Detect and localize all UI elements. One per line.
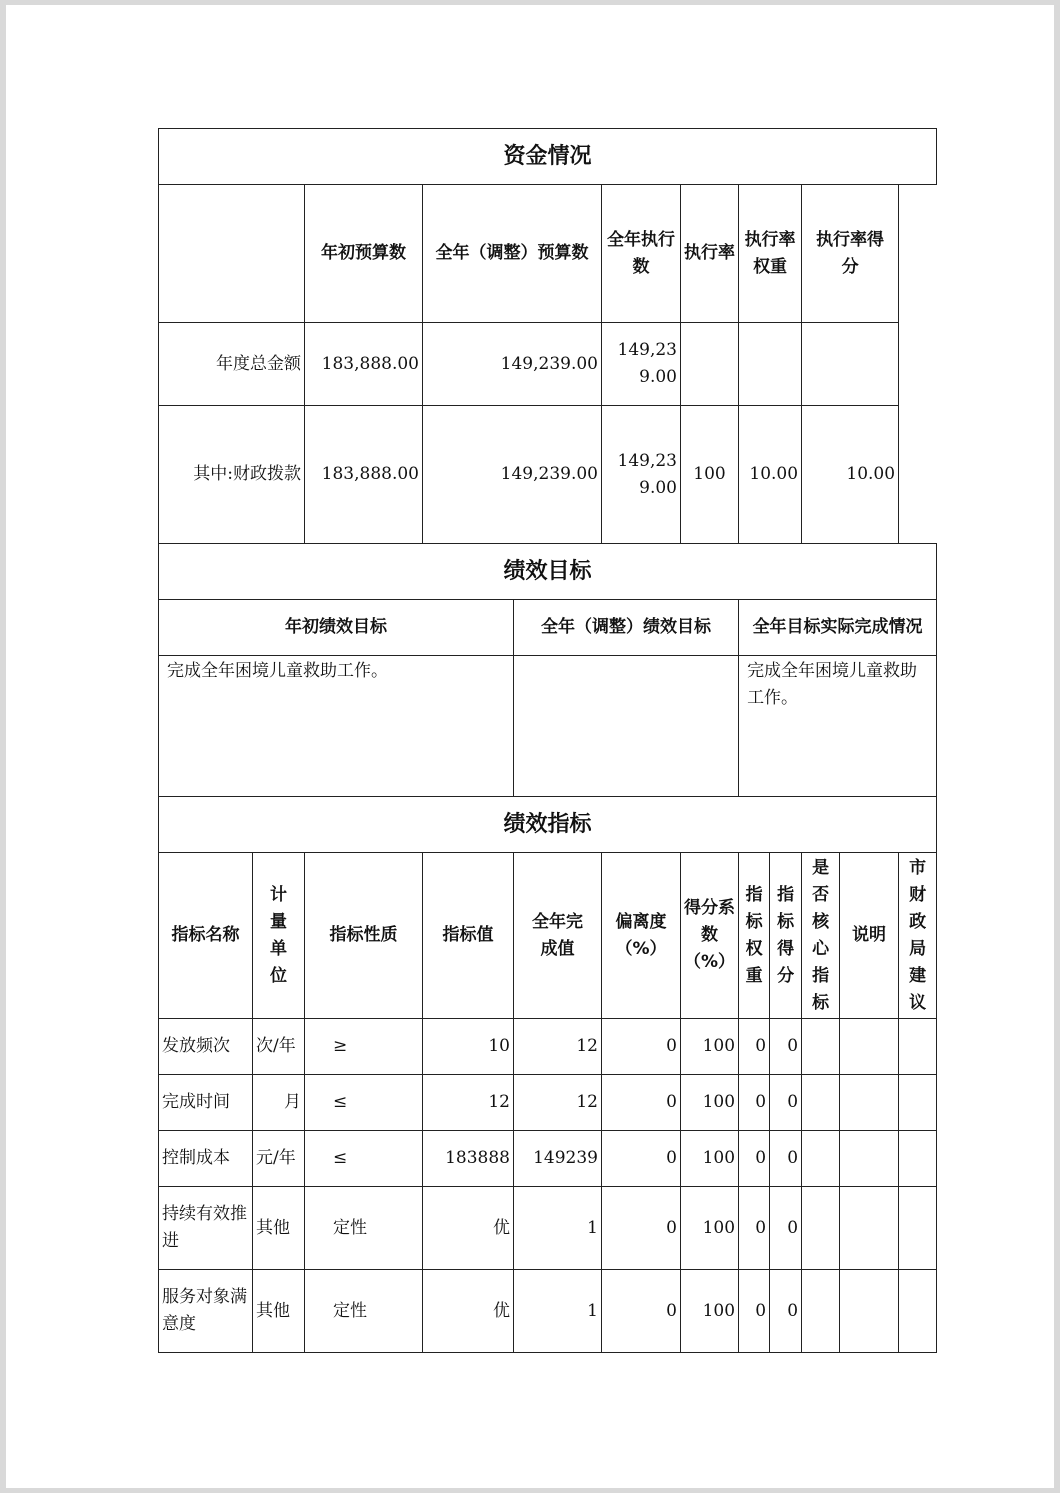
goals-header-initial: 年初绩效目标 (159, 600, 514, 656)
ind-header-score: 指标得分 (770, 853, 802, 1019)
ind-header-unit: 计量单位 (253, 853, 305, 1019)
ind-header-core: 是否核心指标 (802, 853, 840, 1019)
funds-row-label: 年度总金额 (159, 323, 305, 406)
indicators-section-title: 绩效指标 (159, 797, 937, 853)
goals-initial-text: 完成全年困境儿童救助工作。 (159, 656, 514, 797)
ind-coef: 100 (681, 1270, 739, 1353)
indicator-row (159, 1131, 937, 1187)
ind-name: 服务对象满意度 (159, 1270, 253, 1353)
ind-score: 0 (770, 1019, 802, 1075)
ind-note (840, 1131, 899, 1187)
ind-header-target: 指标值 (423, 853, 514, 1019)
ind-core (802, 1187, 840, 1270)
ind-coef: 100 (681, 1019, 739, 1075)
ind-coef: 100 (681, 1075, 739, 1131)
ind-advice (899, 1075, 937, 1131)
ind-weight: 0 (739, 1270, 770, 1353)
performance-table (158, 128, 937, 1353)
ind-deviation: 0 (602, 1075, 681, 1131)
ind-coef: 100 (681, 1187, 739, 1270)
funds-score-value (802, 323, 899, 406)
ind-nature: ≥ (305, 1019, 423, 1075)
ind-note (840, 1270, 899, 1353)
ind-coef: 100 (681, 1131, 739, 1187)
funds-weight-value (739, 323, 802, 406)
funds-row-fiscal (159, 406, 937, 544)
funds-executed-value: 149,239.00 (602, 323, 681, 406)
ind-deviation: 0 (602, 1019, 681, 1075)
ind-unit: 月 (253, 1075, 305, 1131)
goals-header-actual: 全年目标实际完成情况 (739, 600, 937, 656)
ind-advice (899, 1019, 937, 1075)
ind-score: 0 (770, 1075, 802, 1131)
goals-actual-text: 完成全年困境儿童救助工作。 (739, 656, 937, 797)
funds-rate-value: 100 (681, 406, 739, 544)
indicator-row (159, 1075, 937, 1131)
ind-unit: 其他 (253, 1187, 305, 1270)
funds-section-title: 资金情况 (159, 129, 937, 185)
ind-core (802, 1019, 840, 1075)
ind-core (802, 1075, 840, 1131)
ind-core (802, 1131, 840, 1187)
ind-header-note: 说明 (840, 853, 899, 1019)
ind-nature: 定性 (305, 1187, 423, 1270)
ind-unit: 元/年 (253, 1131, 305, 1187)
ind-weight: 0 (739, 1131, 770, 1187)
ind-weight: 0 (739, 1187, 770, 1270)
ind-actual: 1 (514, 1187, 602, 1270)
funds-weight-value: 10.00 (739, 406, 802, 544)
goals-header-adjusted: 全年（调整）绩效目标 (514, 600, 739, 656)
ind-actual: 12 (514, 1075, 602, 1131)
ind-unit: 次/年 (253, 1019, 305, 1075)
ind-deviation: 0 (602, 1270, 681, 1353)
indicator-row (159, 1270, 937, 1353)
ind-header-actual: 全年完成值 (514, 853, 602, 1019)
ind-weight: 0 (739, 1075, 770, 1131)
ind-weight: 0 (739, 1019, 770, 1075)
ind-target: 优 (423, 1187, 514, 1270)
ind-note (840, 1019, 899, 1075)
funds-rate-value (681, 323, 739, 406)
ind-advice (899, 1270, 937, 1353)
ind-nature: ≤ (305, 1075, 423, 1131)
ind-score: 0 (770, 1131, 802, 1187)
funds-adjusted-value: 149,239.00 (423, 323, 602, 406)
indicator-row (159, 1019, 937, 1075)
ind-advice (899, 1131, 937, 1187)
ind-advice (899, 1187, 937, 1270)
ind-header-coef: 得分系数（%） (681, 853, 739, 1019)
funds-header-blank (159, 185, 305, 323)
funds-score-value: 10.00 (802, 406, 899, 544)
ind-core (802, 1270, 840, 1353)
ind-nature: ≤ (305, 1131, 423, 1187)
funds-header-score: 执行率得分 (802, 185, 899, 323)
goals-adjusted-text (514, 656, 739, 797)
ind-name: 持续有效推进 (159, 1187, 253, 1270)
funds-header-initial: 年初预算数 (305, 185, 423, 323)
funds-header-adjusted: 全年（调整）预算数 (423, 185, 602, 323)
ind-nature: 定性 (305, 1270, 423, 1353)
ind-actual: 12 (514, 1019, 602, 1075)
ind-actual: 149239 (514, 1131, 602, 1187)
funds-initial-value: 183,888.00 (305, 406, 423, 544)
funds-row-label: 其中:财政拨款 (159, 406, 305, 544)
ind-deviation: 0 (602, 1131, 681, 1187)
ind-target: 12 (423, 1075, 514, 1131)
funds-header-executed: 全年执行数 (602, 185, 681, 323)
funds-header-weight: 执行率权重 (739, 185, 802, 323)
ind-header-advice: 市财政局建议 (899, 853, 937, 1019)
ind-score: 0 (770, 1187, 802, 1270)
ind-note (840, 1187, 899, 1270)
indicator-row (159, 1187, 937, 1270)
ind-header-name: 指标名称 (159, 853, 253, 1019)
ind-note (840, 1075, 899, 1131)
ind-target: 183888 (423, 1131, 514, 1187)
ind-deviation: 0 (602, 1187, 681, 1270)
ind-name: 完成时间 (159, 1075, 253, 1131)
ind-score: 0 (770, 1270, 802, 1353)
ind-actual: 1 (514, 1270, 602, 1353)
ind-name: 发放频次 (159, 1019, 253, 1075)
funds-adjusted-value: 149,239.00 (423, 406, 602, 544)
ind-unit: 其他 (253, 1270, 305, 1353)
funds-row-total (159, 323, 937, 406)
ind-header-nature: 指标性质 (305, 853, 423, 1019)
ind-header-deviation: 偏离度（%） (602, 853, 681, 1019)
ind-target: 10 (423, 1019, 514, 1075)
funds-executed-value: 149,239.00 (602, 406, 681, 544)
ind-name: 控制成本 (159, 1131, 253, 1187)
funds-initial-value: 183,888.00 (305, 323, 423, 406)
goals-section-title: 绩效目标 (159, 544, 937, 600)
ind-target: 优 (423, 1270, 514, 1353)
funds-header-rate: 执行率 (681, 185, 739, 323)
ind-header-weight: 指标权重 (739, 853, 770, 1019)
